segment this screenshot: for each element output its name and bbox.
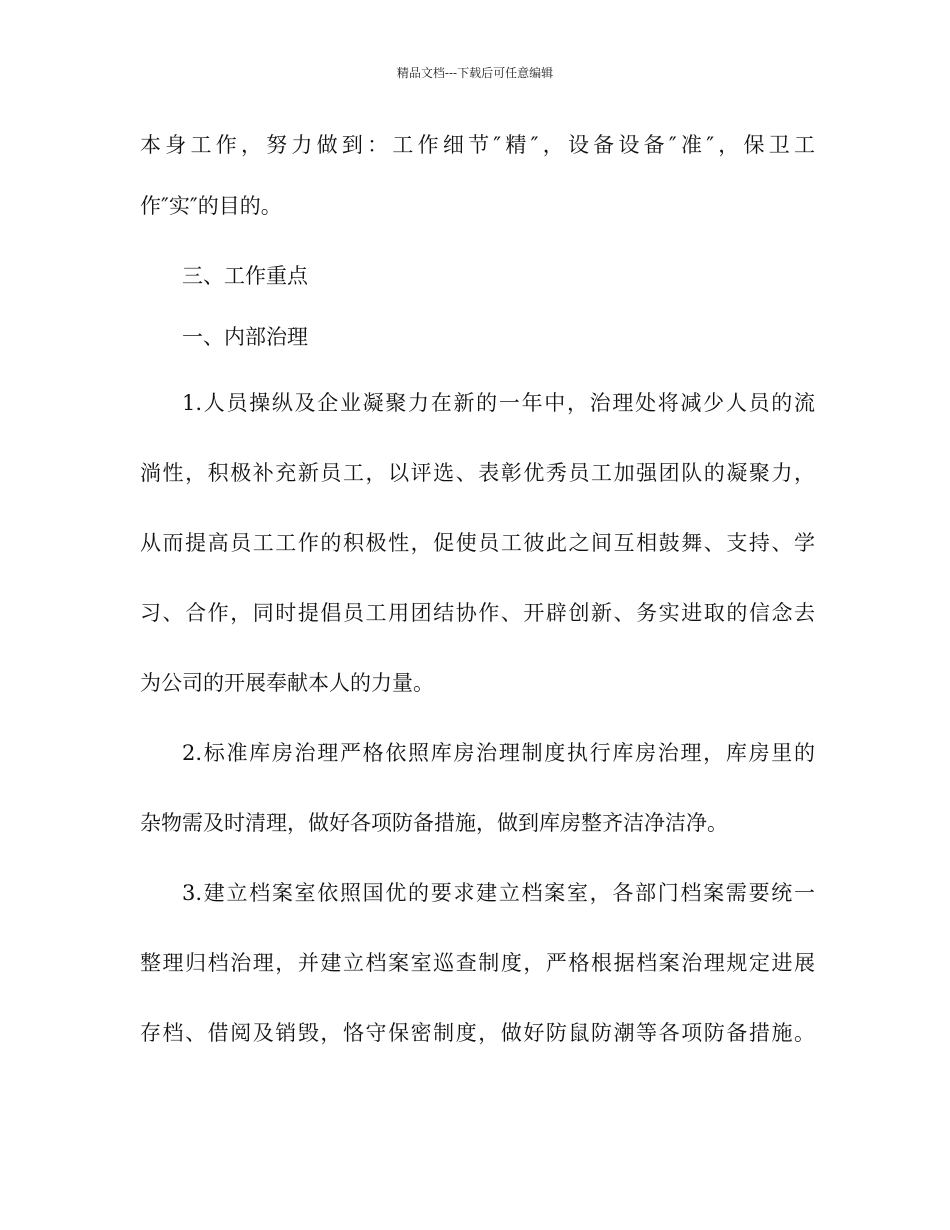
body-line: 为公司的开展奉献本人的力量。 bbox=[140, 671, 434, 695]
body-line: 存档、借阅及销毁，恪守保密制度，做好防鼠防潮等各项防备措施。 bbox=[140, 1021, 815, 1045]
body-line: 从而提高员工工作的积极性，促使员工彼此之间互相鼓舞、支持、学 bbox=[140, 531, 815, 555]
body-line: 本身工作，努力做到：工作细节″精″，设备设备″准″，保卫工 bbox=[140, 133, 815, 157]
body-line: 1.人员操纵及企业凝聚力在新的一年中，治理处将减少人员的流 bbox=[182, 391, 815, 415]
page-header: 精品文档---下载后可任意编辑 bbox=[396, 66, 554, 80]
subsection-heading: 一、内部治理 bbox=[182, 325, 308, 349]
body-line: 整理归档治理，并建立档案室巡查制度，严格根据档案治理规定进展 bbox=[140, 951, 815, 975]
body-line: 杂物需及时清理，做好各项防备措施，做到库房整齐洁净洁净。 bbox=[140, 811, 728, 835]
body-line: 淌性，积极补充新员工，以评选、表彰优秀员工加强团队的凝聚力， bbox=[140, 461, 815, 485]
body-line: 3.建立档案室依照国优的要求建立档案室，各部门档案需要统一 bbox=[182, 881, 815, 905]
body-line: 习、合作，同时提倡员工用团结协作、开辟创新、务实进取的信念去 bbox=[140, 601, 815, 625]
body-line: 作″实″的目的。 bbox=[140, 194, 282, 218]
body-line: 2.标准库房治理严格依照库房治理制度执行库房治理，库房里的 bbox=[182, 741, 815, 765]
section-heading: 三、工作重点 bbox=[182, 264, 308, 288]
